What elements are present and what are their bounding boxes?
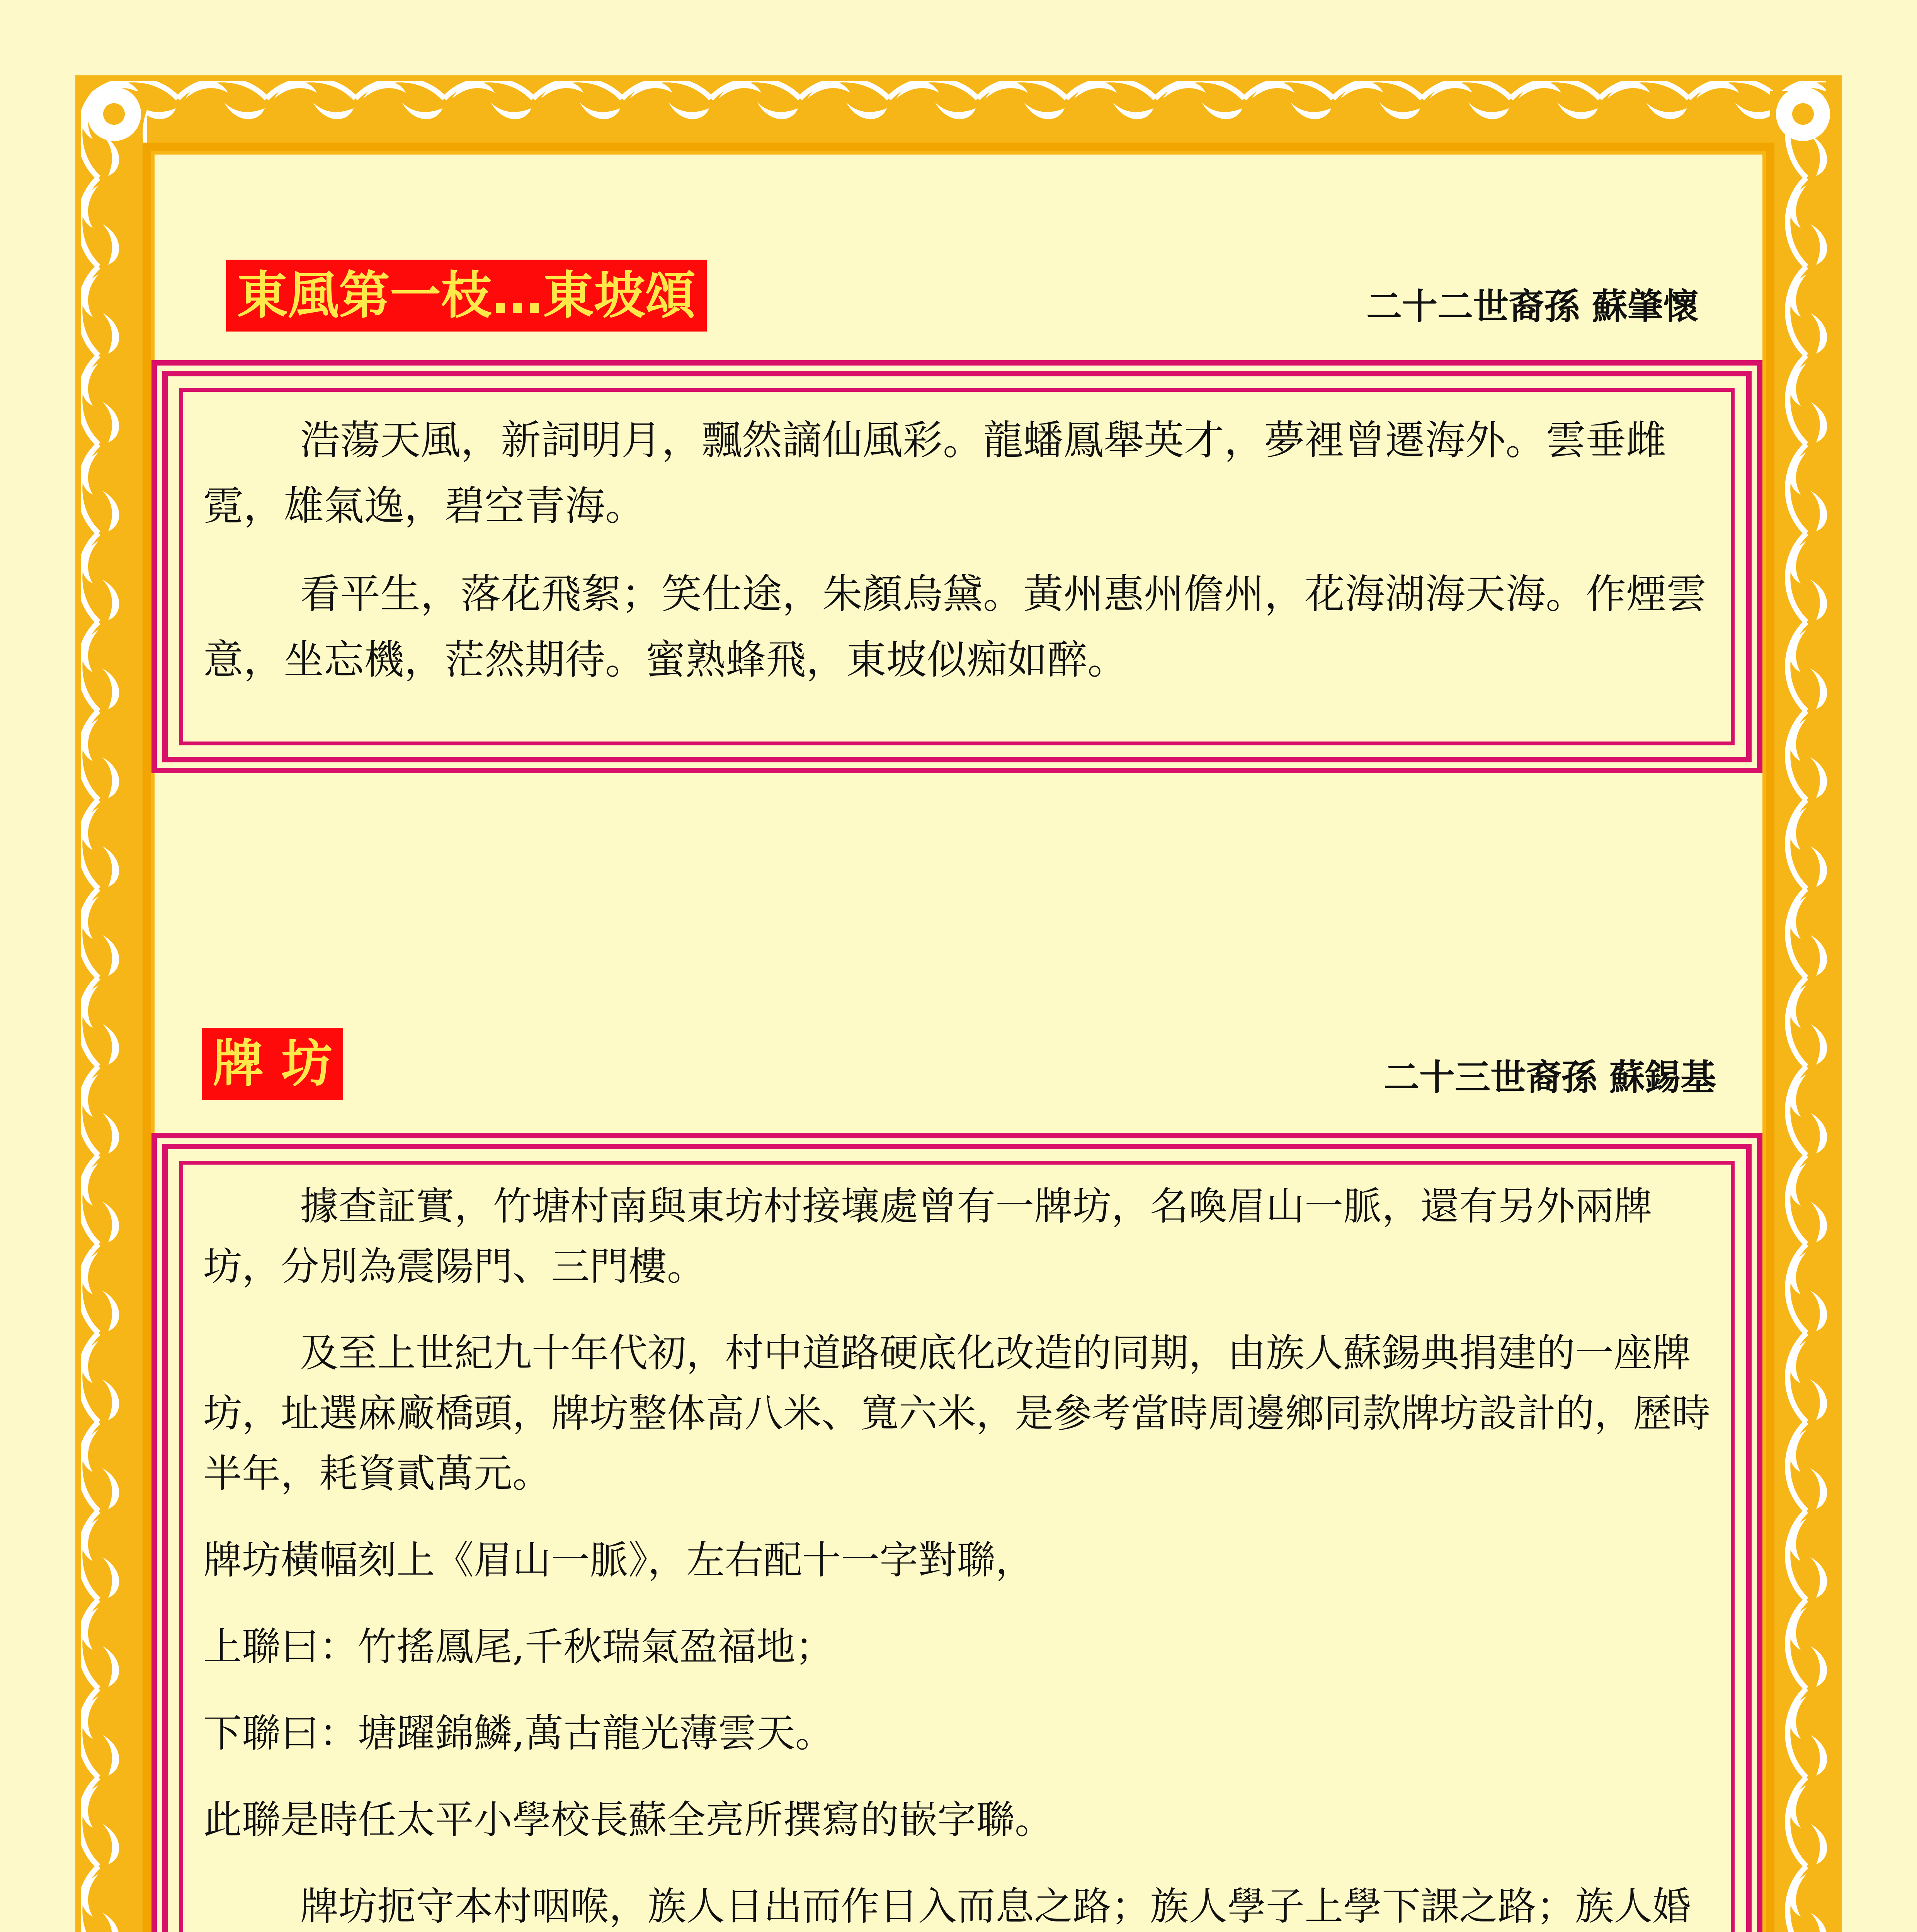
section2-title: 牌 坊	[202, 1028, 343, 1100]
section1-title: 東風第一枝…東坡頌	[226, 260, 707, 332]
section1-paragraph-2: 看平生，落花飛絮；笑仕途，朱顏烏黛。黃州惠州儋州，花海湖海天海。作煙雲意，坐忘機，茫然期待。蜜熟蜂飛，東坡似痴如醉。	[203, 570, 1707, 683]
section1-author: 二十二世裔孫 蘇肇懷	[1366, 286, 1699, 327]
section2-paragraph-7: 牌坊扼守本村咽喉，族人日出而作日入而息之路；族人學子上學下課之路；族人婚	[300, 1884, 1691, 1929]
section2-paragraph-6: 此聯是時任太平小學校長蘇全亮所撰寫的嵌字聯。	[203, 1797, 1053, 1842]
section2-author: 二十三世裔孫 蘇錫基	[1383, 1056, 1716, 1098]
section2-text	[203, 1176, 1711, 1932]
section2-couplet-upper: 上聯曰：竹搖鳳尾,千秋瑞氣盈福地；	[203, 1624, 834, 1669]
section1-text	[203, 407, 1711, 715]
section2-couplet-lower: 下聯曰：塘躍錦鱗,萬古龍光薄雲天。	[203, 1711, 834, 1756]
section1-paragraph-1: 浩蕩天風，新詞明月，飄然謫仙風彩。龍蟠鳳舉英才，夢裡曾遷海外。雲垂雌霓，雄氣逸，碧空青海。	[203, 417, 1667, 529]
section2-article-box	[162, 1144, 1752, 1932]
section2-paragraph-1: 據查証實，竹塘村南與東坊村接壤處曾有一牌坊，名喚眉山一脈，還有另外兩牌坊，分別為震陽門、三門樓。	[203, 1184, 1652, 1289]
section2-paragraph-2: 及至上世紀九十年代初，村中道路硬底化改造的同期，由族人蘇錫典捐建的一座牌坊，址選麻廠橋頭，牌坊整体高八米、寬六米，是參考當時周邊鄉同款牌坊設計的，歷時半年，耗資貳萬元。	[203, 1330, 1710, 1496]
section1-poem-box	[162, 371, 1752, 762]
section2-paragraph-3: 牌坊橫幅刻上《眉山一脈》，左右配十一字對聯，	[203, 1537, 1034, 1583]
